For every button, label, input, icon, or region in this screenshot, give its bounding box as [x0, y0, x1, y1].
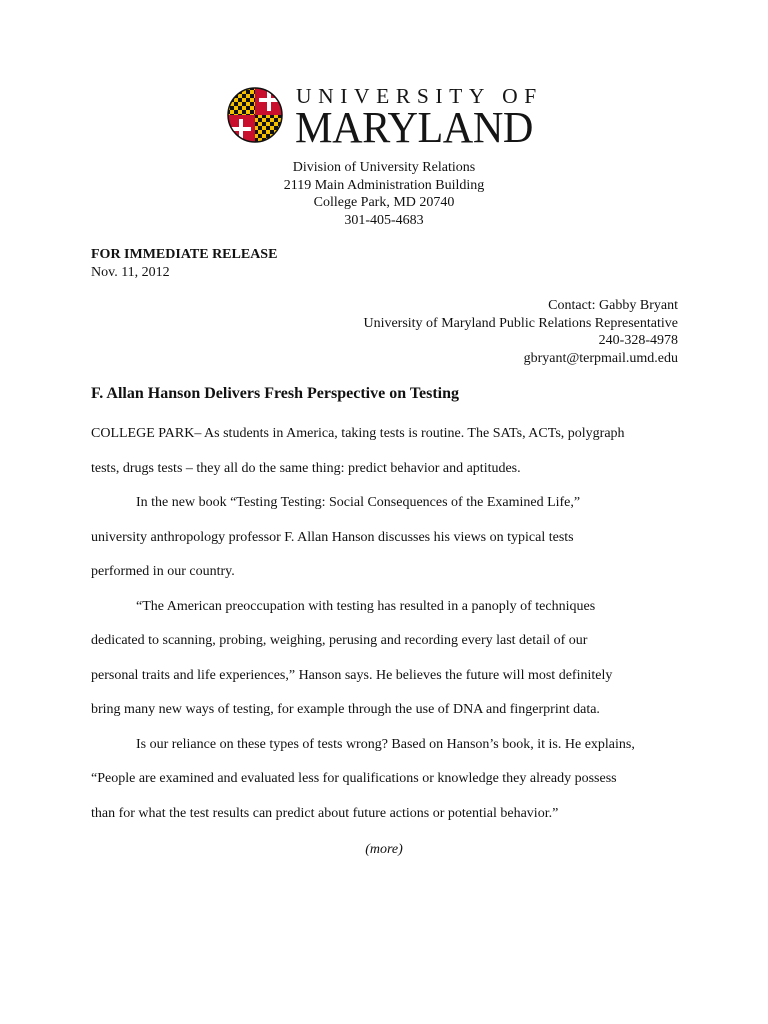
university-logo: [226, 84, 566, 150]
body-line: Is our reliance on these types of tests wrong? Based on Hanson’s book, it is. He explains,: [136, 736, 635, 752]
address-building: 2119 Main Administration Building: [283, 177, 485, 193]
contact-block: [363, 297, 678, 367]
release-heading: FOR IMMEDIATE RELEASE: [91, 247, 278, 262]
address-block: [0, 159, 768, 229]
logo-university-of: UNIVERSITY OF: [296, 84, 543, 108]
contact-email: gbryant@terpmail.umd.edu: [523, 350, 678, 366]
release-block: [91, 246, 277, 281]
body-line: tests, drugs tests – they all do the same thing: predict behavior and aptitudes.: [91, 460, 521, 476]
body-line: “The American preoccupation with testing has resulted in a panoply of techniques: [136, 598, 596, 614]
contact-phone: 240-328-4978: [598, 333, 678, 348]
body-line: “People are examined and evaluated less for qualifications or knowledge they already possess: [91, 771, 617, 786]
body-line: dedicated to scanning, probing, weighing, perusing and recording every last detail of our: [91, 633, 588, 648]
logo-maryland: MARYLAND: [295, 103, 533, 152]
body-line: COLLEGE PARK– As students in America, taking tests is routine. The SATs, ACTs, polygraph: [91, 426, 625, 441]
body-line: In the new book “Testing Testing: Social Consequences of the Examined Life,”: [136, 495, 581, 510]
body-line: university anthropology professor F. Allan Hanson discusses his views on typical tests: [91, 529, 574, 545]
body-line: than for what the test results can predict about future actions or potential behavior.”: [91, 805, 559, 821]
address-city: College Park, MD 20740: [313, 195, 455, 210]
more-indicator: (more): [365, 842, 403, 857]
contact-title: University of Maryland Public Relations Representative: [363, 315, 678, 331]
release-date: Nov. 11, 2012: [91, 264, 170, 280]
address-phone: 301-405-4683: [344, 212, 424, 228]
body-line: bring many new ways of testing, for example through the use of DNA and fingerprint data.: [91, 702, 600, 717]
contact-name: Contact: Gabby Bryant: [548, 298, 678, 313]
article-headline: F. Allan Hanson Delivers Fresh Perspective on Testing: [91, 385, 460, 402]
body-line: personal traits and life experiences,” Hanson says. He believes the future will most definitely: [91, 667, 613, 683]
maryland-flag-seal-icon: [226, 86, 284, 144]
body-line: performed in our country.: [91, 564, 235, 579]
address-division: Division of University Relations: [292, 160, 476, 175]
